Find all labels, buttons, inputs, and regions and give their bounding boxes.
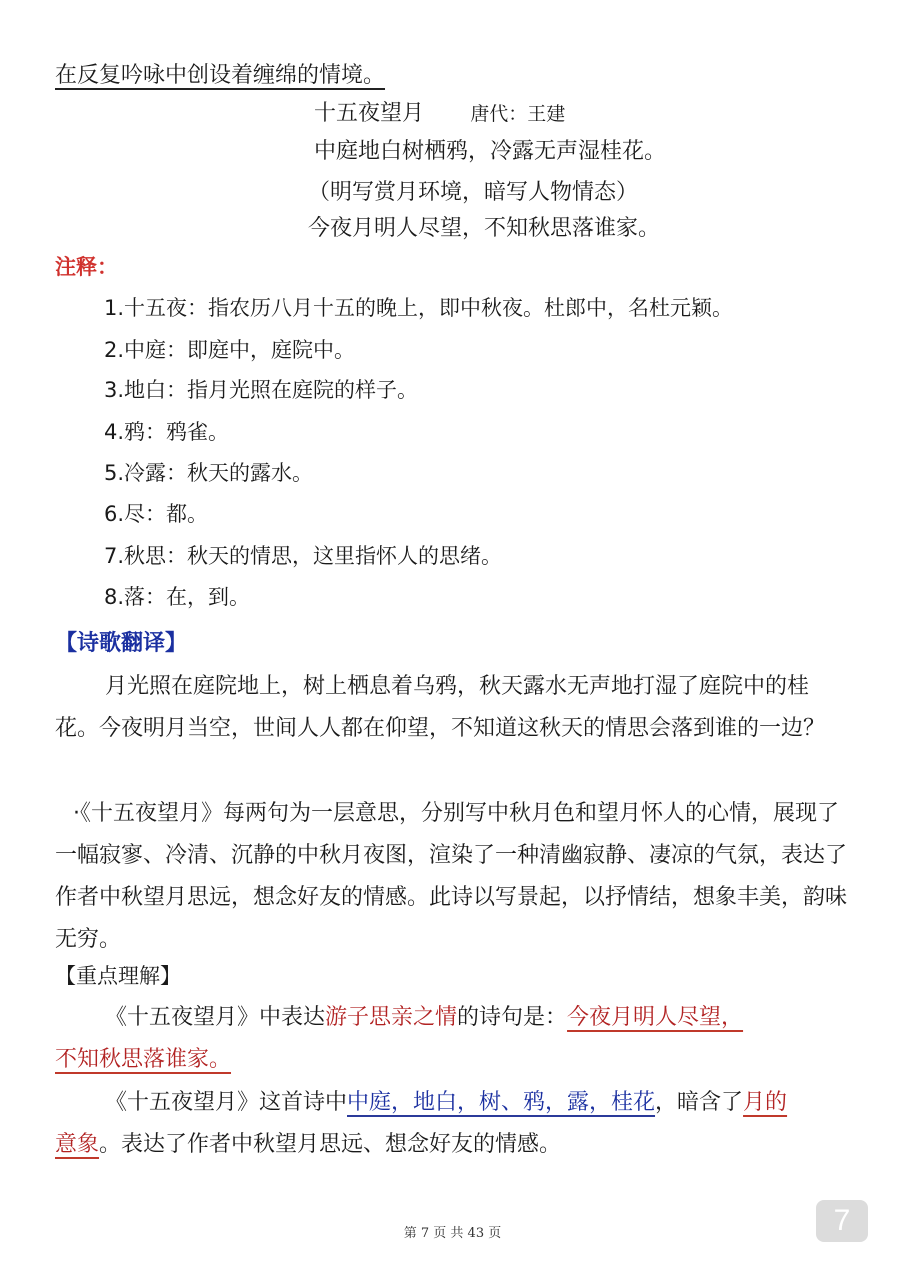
note-item: 5.冷露：秋天的露水。: [104, 461, 314, 485]
kp2-highlight-blue: 中庭，地白，树、鸦，露，桂花: [347, 1090, 656, 1115]
translation-heading: 【诗歌翻译】: [55, 631, 188, 656]
intro-line: 在反复吟咏中创设着缠绵的情境。: [55, 63, 386, 88]
note-item: 1.十五夜：指农历八月十五的晚上，即中秋夜。杜郎中，名杜元颖。: [104, 296, 734, 320]
poem-title: 十五夜望月: [314, 101, 425, 126]
kp1-mid: 的诗句是：: [457, 1005, 568, 1030]
translation-text: 月光照在庭院地上，树上栖息着乌鸦，秋天露水无声地打湿了庭院中的桂花。今夜明月当空，世间人人都在仰望，不知道这秋天的情思会落到谁的一边？: [55, 674, 826, 741]
kp2-highlight-red-a: 月的: [743, 1090, 788, 1115]
kp2-pre: 《十五夜望月》这首诗中: [105, 1090, 348, 1115]
note-item: 4.鸦：鸦雀。: [104, 420, 230, 444]
kp1-answer-b: 不知秋思落谁家。: [55, 1047, 232, 1072]
note-item: 7.秋思：秋天的情思，这里指怀人的思绪。: [104, 544, 503, 568]
kp1-pre: 《十五夜望月》中表达: [105, 1005, 326, 1030]
note-item: 6.尽：都。: [104, 502, 209, 526]
kp1-highlight: 游子思亲之情: [325, 1005, 458, 1030]
note-item: 8.落：在，到。: [104, 585, 251, 609]
poem-author: 唐代：王建: [470, 103, 566, 125]
note-item: 2.中庭：即庭中，庭院中。: [104, 338, 356, 362]
poem-header: [314, 96, 565, 127]
page-footer: 第 7 页 共 43 页: [403, 1226, 502, 1241]
poem-line-1: 中庭地白树栖鸦，冷露无声湿桂花。: [314, 139, 667, 164]
key-point-2: [55, 1082, 850, 1166]
key-points-heading: 【重点理解】: [55, 964, 181, 988]
kp2-highlight-red-b: 意象: [55, 1132, 100, 1157]
kp2-mid: ，暗含了: [655, 1090, 744, 1115]
page-number-badge: 7: [816, 1200, 868, 1242]
analysis-text: ·《十五夜望月》每两句为一层意思，分别写中秋月色和望月怀人的心情，展现了一幅寂寥、冷清、沉静的中秋月夜图，渲染了一种清幽寂静、凄凉的气氛，表达了作者中秋望月思远，想念好友的情感。此诗以写景起，以抒情结，想象丰美，韵味无穷。: [55, 801, 848, 952]
key-point-1: [55, 997, 850, 1081]
notes-heading: 注释：: [55, 255, 118, 279]
note-item: 3.地白：指月光照在庭院的样子。: [104, 378, 419, 402]
kp1-answer-a: 今夜月明人尽望，: [567, 1005, 744, 1030]
kp2-post: 。表达了作者中秋望月思远、想念好友的情感。: [99, 1132, 562, 1157]
poem-note: （明写赏月环境，暗写人物情态）: [308, 180, 639, 205]
poem-line-2: 今夜月明人尽望，不知秋思落谁家。: [308, 216, 661, 241]
